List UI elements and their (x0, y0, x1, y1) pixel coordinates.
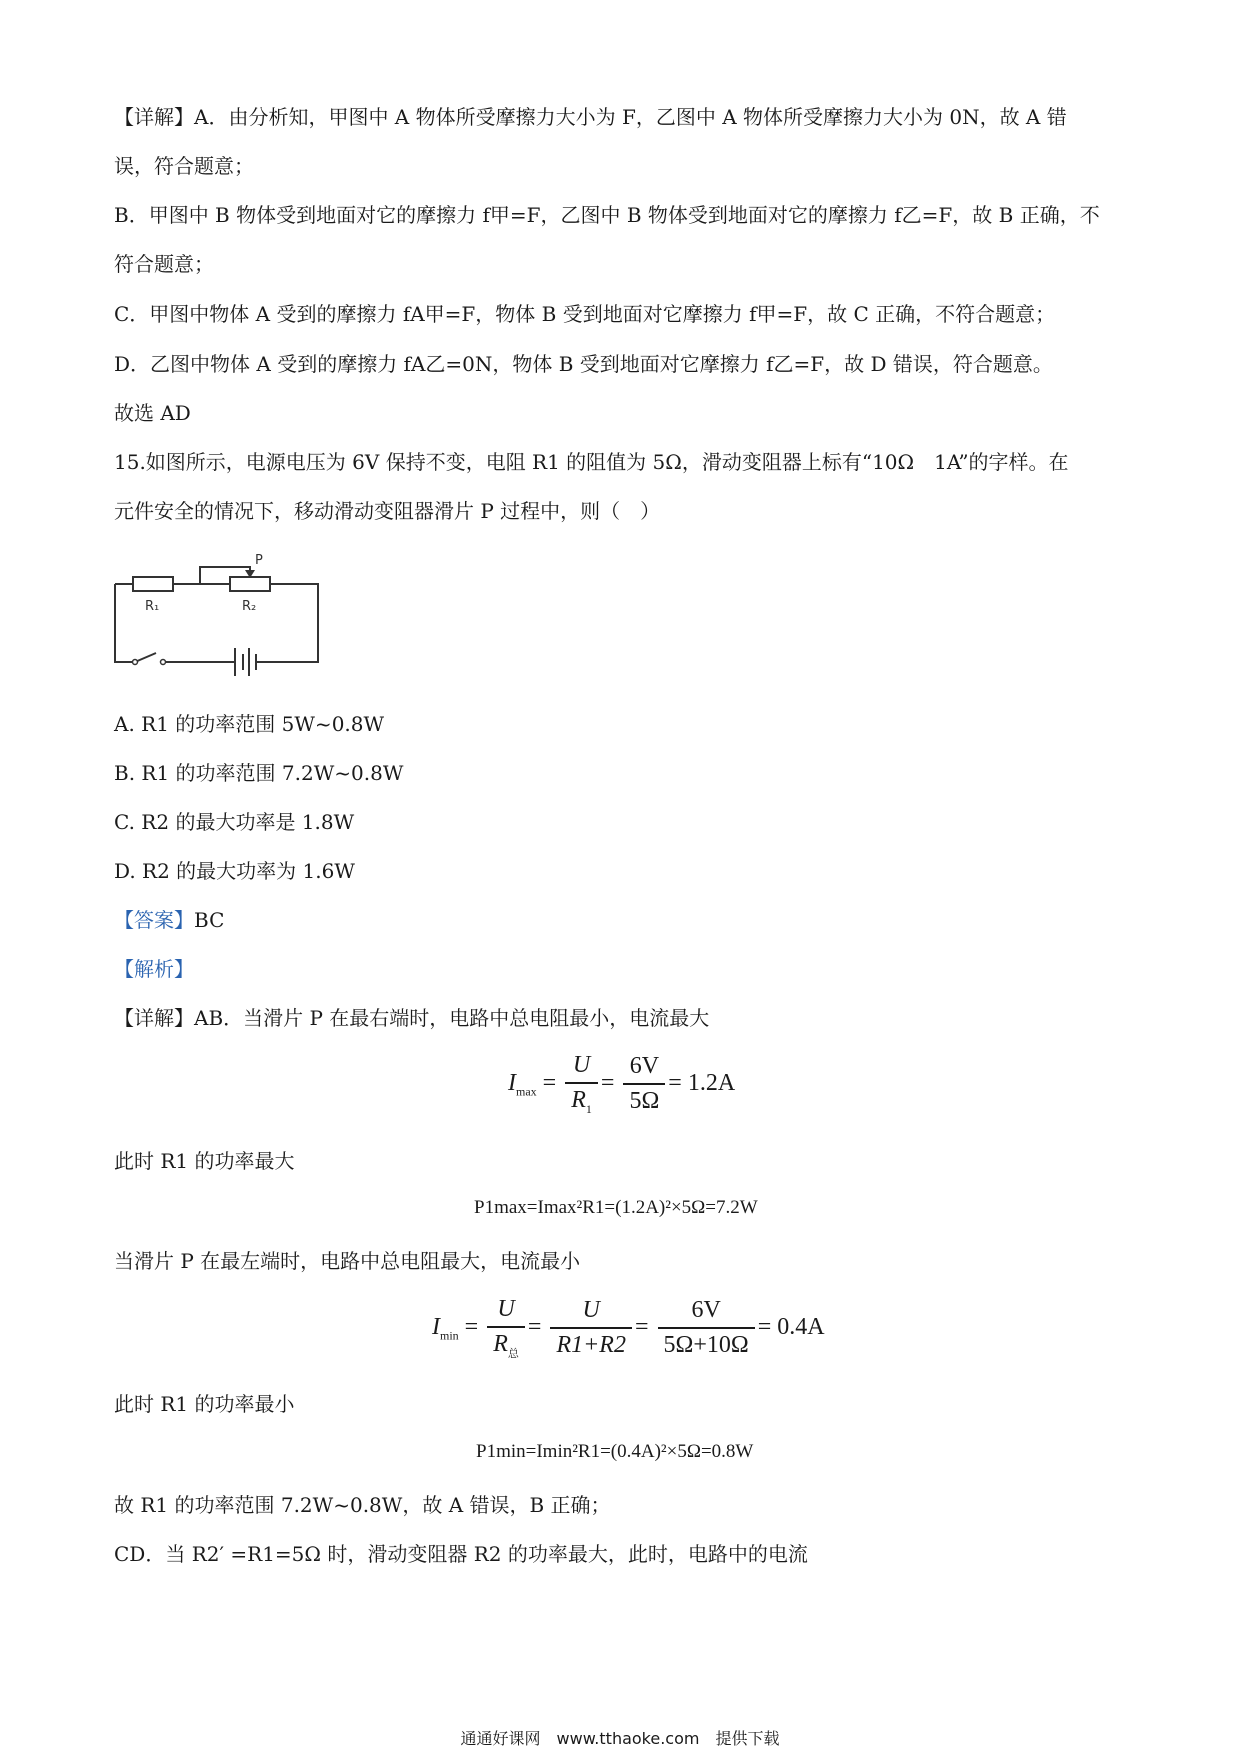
p1min-intro: 此时 R1 的功率最小 (114, 1392, 295, 1416)
choice-line: 故选 AD (114, 401, 191, 425)
option-c: C. R2 的最大功率是 1.8W (114, 810, 355, 834)
detail-b-line1: B．甲图中 B 物体受到地面对它的摩擦力 f甲=F，乙图中 B 物体受到地面对它的摩擦力 f乙=F，故 B 正确，不 (114, 203, 1100, 227)
option-d: D. R2 的最大功率为 1.6W (114, 859, 355, 883)
question-line1: 15.如图所示，电源电压为 6V 保持不变，电阻 R1 的阻值为 5Ω，滑动变阻器上标有“10Ω 1A”的字样。在 (114, 450, 1069, 474)
option-a: A. R1 的功率范围 5W~0.8W (114, 712, 385, 736)
circuit-diagram (110, 552, 330, 682)
equation-imax: $I_{max}$ = $\frac{U}{R_1}$ = $\frac{6V}{5\Omega}$ = 1.2A (508, 1052, 736, 1116)
answer-tag: 【答案】 (114, 908, 194, 932)
detail-b-line2: 符合题意； (114, 252, 214, 276)
detail-c: C．甲图中物体 A 受到的摩擦力 fA甲=F，物体 B 受到地面对它摩擦力 f甲=F，故 C 正确，不符合题意； (114, 302, 1056, 326)
cd-intro: CD．当 R2′ =R1=5Ω 时，滑动变阻器 R2 的功率最大，此时，电路中的电流 (114, 1542, 808, 1566)
circuit-label-r2: R₂ (242, 599, 257, 614)
detail-d: D．乙图中物体 A 受到的摩擦力 fA乙=0N，物体 B 受到地面对它摩擦力 f乙=F，故 D 错误，符合题意。 (114, 352, 1053, 376)
detail-a-line2: 误，符合题意； (114, 154, 254, 178)
answer-line (114, 906, 224, 934)
circuit-label-p: P (255, 553, 263, 568)
answer-value: BC (194, 908, 225, 932)
p1max-intro: 此时 R1 的功率最大 (114, 1149, 295, 1173)
equation-p1max: P1max=Imax²R1=(1.2A)²×5Ω=7.2W (474, 1197, 758, 1218)
min-intro: 当滑片 P 在最左端时，电路中总电阻最大，电流最小 (114, 1249, 581, 1273)
circuit-label-r1: R₁ (145, 599, 160, 614)
ab-intro: 【详解】AB．当滑片 P 在最右端时，电路中总电阻最小，电流最大 (114, 1006, 710, 1030)
equation-p1min: P1min=Imin²R1=(0.4A)²×5Ω=0.8W (476, 1441, 754, 1462)
footer-source: 通通好课网 www.tthaoke.com 提供下载 (460, 1729, 780, 1748)
detail-a-line1: 【详解】A．由分析知，甲图中 A 物体所受摩擦力大小为 F，乙图中 A 物体所受摩擦力大小为 0N，故 A 错 (114, 105, 1067, 129)
question-line2: 元件安全的情况下，移动滑动变阻器滑片 P 过程中，则（ ） (114, 499, 661, 523)
conclusion-line: 故 R1 的功率范围 7.2W~0.8W，故 A 错误，B 正确； (114, 1493, 611, 1517)
switch-contact (133, 660, 138, 665)
switch-contact (161, 660, 166, 665)
equation-imin: $I_{min}$ = $\frac{U}{R_总}$ = $\frac{U}{R1+R2}$ = $\frac{6V}{5\Omega+10\Omega}$ = 0.4A (432, 1296, 825, 1360)
analysis-tag: 【解析】 (114, 957, 194, 981)
option-b: B. R1 的功率范围 7.2W~0.8W (114, 761, 404, 785)
